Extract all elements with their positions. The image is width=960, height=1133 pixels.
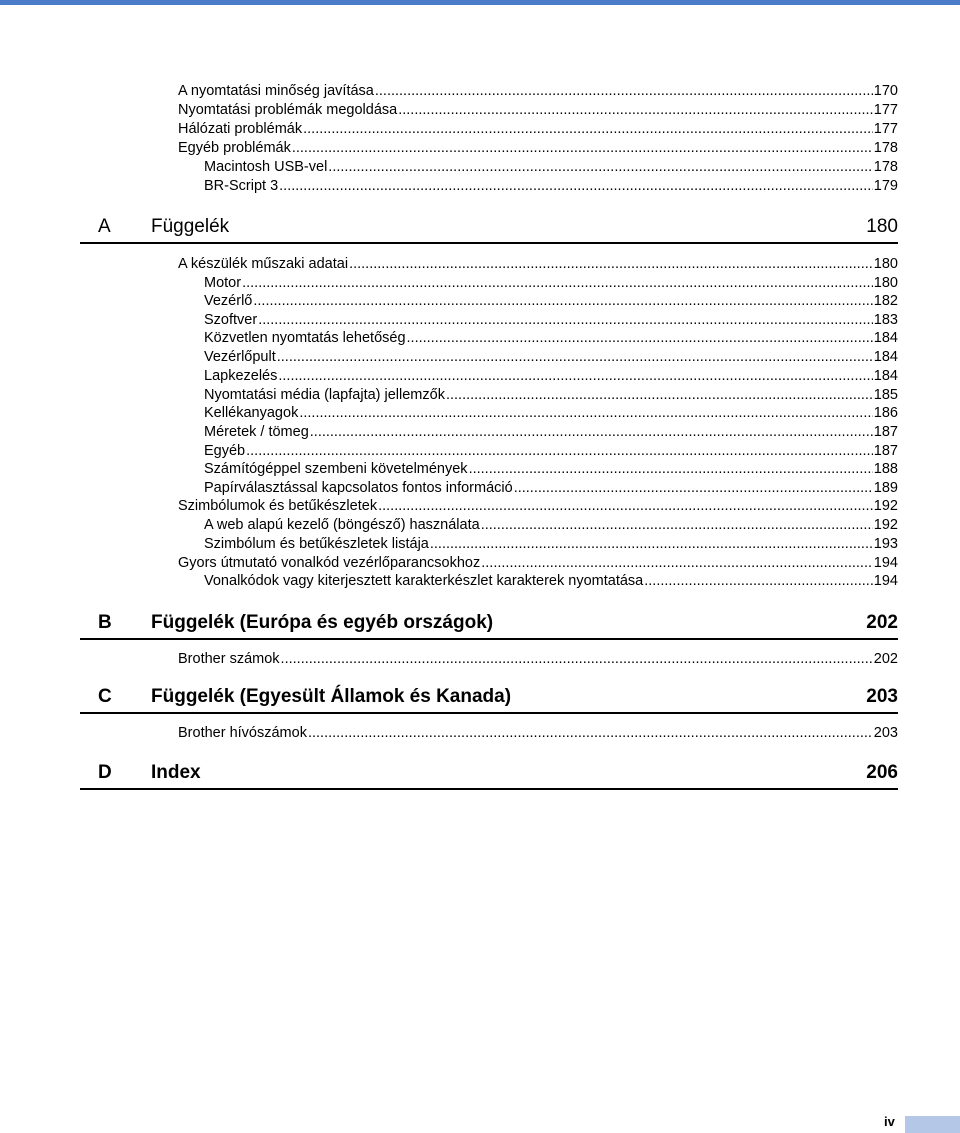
- appendix-page: 202: [866, 612, 898, 633]
- toc-subentry[interactable]: [204, 311, 898, 329]
- toc-entry-page: 192: [873, 498, 898, 514]
- toc-subentry[interactable]: [204, 348, 898, 366]
- dot-leader: [278, 367, 872, 385]
- dot-leader: [299, 404, 872, 422]
- toc-entry-page: 189: [873, 480, 898, 496]
- toc-entry-page: 187: [873, 424, 898, 440]
- appendix-title: Függelék: [151, 216, 230, 237]
- toc-entry[interactable]: [178, 255, 898, 273]
- appendix-heading-a[interactable]: [80, 216, 898, 244]
- toc-entry-title: Vezérlőpult: [204, 349, 276, 365]
- dot-leader: [375, 82, 873, 100]
- toc-entry-title: Szimbólum és betűkészletek listája: [204, 536, 429, 552]
- toc-subentry[interactable]: [204, 572, 898, 590]
- toc-subentry[interactable]: [204, 367, 898, 385]
- toc-subentry[interactable]: [204, 442, 898, 460]
- toc-entry-title: Brother hívószámok: [178, 725, 307, 741]
- dot-leader: [398, 101, 873, 119]
- toc-entry-title: Macintosh USB-vel: [204, 159, 328, 175]
- toc-entry-title: Egyéb problémák: [178, 140, 291, 156]
- toc-entry-page: 178: [873, 140, 898, 156]
- appendix-page: 180: [866, 216, 898, 237]
- toc-subentry[interactable]: [204, 404, 898, 422]
- toc-subentry[interactable]: [204, 423, 898, 441]
- toc-entry-page: 203: [873, 725, 898, 741]
- toc-entry[interactable]: [178, 724, 898, 742]
- toc-entry-title: Közvetlen nyomtatás lehetőség: [204, 330, 406, 346]
- dot-leader: [242, 274, 873, 292]
- toc-entry-title: Nyomtatási problémák megoldása: [178, 102, 398, 118]
- dot-leader: [349, 255, 873, 273]
- toc-entry-title: BR-Script 3: [204, 178, 279, 194]
- dot-leader: [246, 442, 873, 460]
- appendix-letter: A: [98, 216, 111, 237]
- toc-entry-title: Hálózati problémák: [178, 121, 303, 137]
- toc-entry-title: Papírválasztással kapcsolatos fontos információ: [204, 480, 513, 496]
- dot-leader: [514, 479, 873, 497]
- toc-entry-title: A készülék műszaki adatai: [178, 256, 349, 272]
- appendix-letter: D: [98, 762, 112, 783]
- toc-entry[interactable]: [178, 101, 898, 119]
- toc-entry-page: 184: [873, 368, 898, 384]
- dot-leader: [407, 329, 873, 347]
- toc-entry[interactable]: [178, 82, 898, 100]
- appendix-heading-d[interactable]: [80, 762, 898, 790]
- toc-entry-page: 177: [873, 121, 898, 137]
- appendix-letter: C: [98, 686, 112, 707]
- appendix-title: Függelék (Egyesült Államok és Kanada): [151, 686, 512, 707]
- dot-leader: [292, 139, 873, 157]
- dot-leader: [328, 158, 873, 176]
- toc-entry-title: Gyors útmutató vonalkód vezérlőparancsokhoz: [178, 555, 481, 571]
- toc-entry-page: 194: [873, 555, 898, 571]
- appendix-letter: B: [98, 612, 112, 633]
- appendix-heading-c[interactable]: [80, 686, 898, 714]
- dot-leader: [481, 516, 873, 534]
- toc-entry-page: 180: [873, 256, 898, 272]
- toc-entry-page: 183: [873, 312, 898, 328]
- appendix-heading-b[interactable]: [80, 612, 898, 640]
- toc-entry-page: 184: [873, 330, 898, 346]
- toc-entry-title: Motor: [204, 275, 242, 291]
- dot-leader: [378, 497, 873, 515]
- toc-subentry[interactable]: [204, 177, 898, 195]
- dot-leader: [279, 177, 873, 195]
- dot-leader: [277, 348, 873, 366]
- toc-entry-page: 170: [873, 83, 898, 99]
- toc-entry[interactable]: [178, 650, 898, 668]
- toc-subentry[interactable]: [204, 158, 898, 176]
- toc-entry-page: 192: [873, 517, 898, 533]
- dot-leader: [258, 311, 873, 329]
- dot-leader: [446, 386, 873, 404]
- appendix-title: Index: [151, 762, 201, 783]
- toc-entry-page: 202: [873, 651, 898, 667]
- dot-leader: [481, 554, 873, 572]
- appendix-page: 206: [866, 762, 898, 783]
- toc-subentry[interactable]: [204, 516, 898, 534]
- toc-entry-title: Nyomtatási média (lapfajta) jellemzők: [204, 387, 445, 403]
- toc-subentry[interactable]: [204, 386, 898, 404]
- footer-accent-bar: [905, 1116, 960, 1133]
- toc-entry-page: 182: [873, 293, 898, 309]
- toc-entry-page: 180: [873, 275, 898, 291]
- toc-entry-title: A web alapú kezelő (böngésző) használata: [204, 517, 480, 533]
- toc-entry-title: Vezérlő: [204, 293, 253, 309]
- toc-entry-page: 185: [873, 387, 898, 403]
- toc-entry-title: Brother számok: [178, 651, 280, 667]
- dot-leader: [303, 120, 873, 138]
- toc-entry-title: Szimbólumok és betűkészletek: [178, 498, 378, 514]
- appendix-page: 203: [866, 686, 898, 707]
- toc-entry-page: 179: [873, 178, 898, 194]
- toc-entry-title: Vonalkódok vagy kiterjesztett karakterkészlet karakterek nyomtatása: [204, 573, 644, 589]
- dot-leader: [253, 292, 872, 310]
- appendix-title: Függelék (Európa és egyéb országok): [151, 612, 494, 633]
- toc-entry[interactable]: [178, 139, 898, 157]
- toc-subentry[interactable]: [204, 535, 898, 553]
- toc-entry-page: 193: [873, 536, 898, 552]
- toc-entry-page: 187: [873, 443, 898, 459]
- toc-entry-title: A nyomtatási minőség javítása: [178, 83, 374, 99]
- dot-leader: [644, 572, 873, 590]
- toc-entry[interactable]: [178, 497, 898, 515]
- dot-leader: [430, 535, 873, 553]
- toc-entry-page: 184: [873, 349, 898, 365]
- toc-entry-title: Kellékanyagok: [204, 405, 299, 421]
- toc-entry-title: Méretek / tömeg: [204, 424, 309, 440]
- toc-subentry[interactable]: [204, 292, 898, 310]
- dot-leader: [281, 650, 873, 668]
- dot-leader: [310, 423, 873, 441]
- toc-entry-page: 186: [873, 405, 898, 421]
- toc-entry-page: 194: [873, 573, 898, 589]
- toc-entry-title: Lapkezelés: [204, 368, 278, 384]
- toc-subentry[interactable]: [204, 460, 898, 478]
- toc-entry[interactable]: [178, 120, 898, 138]
- dot-leader: [308, 724, 873, 742]
- dot-leader: [469, 460, 873, 478]
- toc-entry-title: Számítógéppel szembeni követelmények: [204, 461, 468, 477]
- toc-entry-title: Szoftver: [204, 312, 258, 328]
- toc-entry[interactable]: [178, 554, 898, 572]
- toc-entry-page: 178: [873, 159, 898, 175]
- toc-subentry[interactable]: [204, 479, 898, 497]
- toc-entry-title: Egyéb: [204, 443, 246, 459]
- toc-subentry[interactable]: [204, 329, 898, 347]
- toc-subentry[interactable]: [204, 274, 898, 292]
- toc-entry-page: 188: [873, 461, 898, 477]
- page-number: iv: [884, 1114, 895, 1129]
- toc-entry-page: 177: [873, 102, 898, 118]
